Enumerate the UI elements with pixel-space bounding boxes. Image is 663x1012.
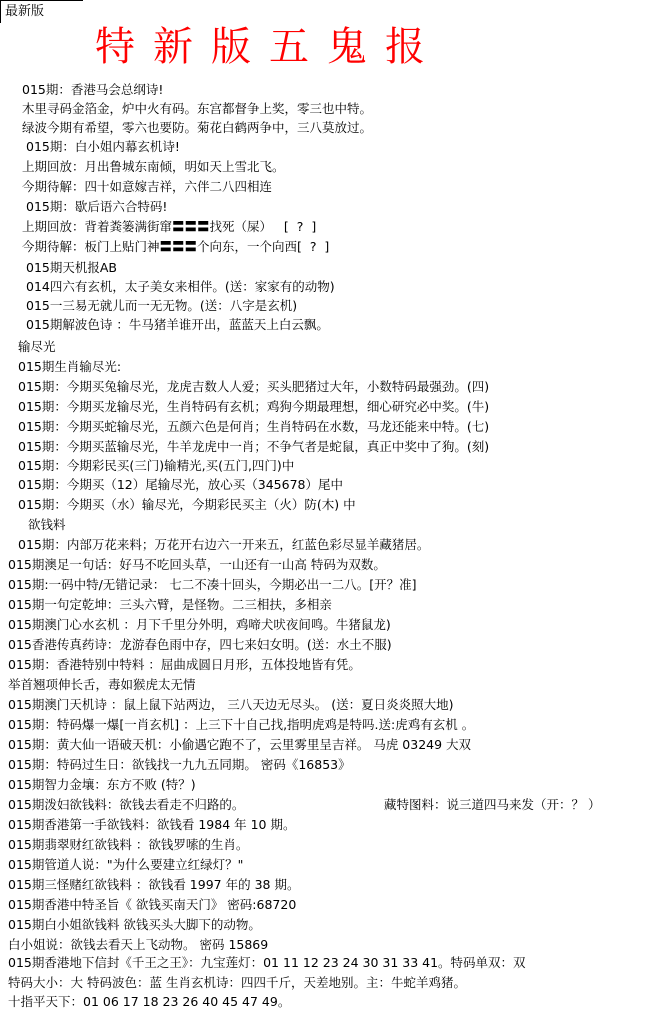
text-line: 015期：香港马会总纲诗! [22, 82, 164, 97]
side-note: 藏特图料：说三道四马来发（开：？ ） [384, 797, 601, 812]
text-line: 白小姐说：欲钱去看天上飞动物。 密码 15869 [8, 937, 269, 952]
text-line: 上期回放：背着粪篓满街窜〓〓〓找死（屎） [ ? ] [22, 219, 317, 234]
section-heading: 欲钱料 [28, 517, 66, 532]
text-line: 015期白小姐欲钱料 欲钱买头大脚下的动物。 [8, 917, 261, 932]
text-line: 今期待解：四十如意嫁吉祥，六伴二八四相连 [22, 179, 273, 194]
text-line: 015期:一码中特/无错记录： 七二不凑十回头，今期必出一二八。[开？准] [8, 577, 417, 592]
text-line: 014四六有玄机，太子美女来相伴。(送：家家有的动物) [26, 279, 335, 294]
text-line: 015期一句定乾坤：三头六臂，是怪物。二三相扶，多相亲 [8, 597, 332, 612]
text-line: 上期回放：月出鲁城东南倾，明如天上雪北飞。 [22, 159, 285, 174]
text-line: 015香港传真药诗：龙游春色雨中存，四七来妇女明。(送：水土不服) [8, 637, 392, 652]
text-line: 015期：黄大仙一语破天机：小偷遇它跑不了，云里雾里呈吉祥。 马虎 03249 大双 [8, 737, 472, 752]
text-line: 特码大小：大 特码波色：蓝 生肖玄机诗：四四千斤，天差地别。主：牛蛇羊鸡猪。 [8, 975, 466, 990]
text-line: 木里寻码金箔金，炉中火有码。东宫都督争上奖，零三也中特。 [22, 101, 373, 116]
text-line: 015期泼妇欲钱料：欲钱去看走不归路的。 [8, 797, 245, 812]
text-line: 015期香港地下信封《千王之王》：九宝莲灯：01 11 12 23 24 30 31 33 41。特码单双：双 [8, 955, 526, 970]
text-line: 015期澳门天机诗 ：鼠上鼠下站两边， 三八天边无尽头。 (送：夏日炎炎照大地) [8, 697, 454, 712]
text-line: 015期天机报AB [26, 260, 117, 275]
text-line: 举首翘项伸长舌，毒如猴虎太无情 [8, 677, 196, 692]
text-line: 015期：今期买龙输尽光，生肖特码有玄机；鸡狗今期最理想，细心研究必中奖。(牛) [18, 399, 490, 414]
text-line: 015期：白小姐内幕玄机诗! [26, 139, 180, 154]
text-line: 015期：今期买兔输尽光，龙虎吉数人人爱；买头肥猪过大年，小数特码最强劲。(四) [18, 379, 490, 394]
text-line: 015期：今期买（12）尾输尽光，放心买（345678）尾中 [18, 477, 343, 492]
text-line: 015期香港第一手欲钱料：欲钱看 1984 年 10 期。 [8, 817, 296, 832]
text-line: 015期澳足一句话：好马不吃回头草，一山还有一山高 特码为双数。 [8, 557, 386, 572]
text-line: 015一三易无就儿而一无无物。(送：八字是玄机) [26, 298, 298, 313]
text-line: 绿波今期有希望，零六也要防。菊花白鹤两争中，三八莫放过。 [22, 120, 373, 135]
text-line: 今期待解：板门上贴门神〓〓〓个向东，一个向西[ ? ] [22, 239, 330, 254]
text-line: 015期：特码爆一爆[一肖玄机] ：上三下十自己找,指明虎鸡是特吗.送:虎鸡有玄机 。 [8, 717, 475, 732]
text-line: 015期翡翠财红欲钱料 ：欲钱罗嗦的生肖。 [8, 837, 249, 852]
text-line: 015期生肖输尽光: [18, 359, 122, 374]
text-line: 015期：歇后语六合特码! [26, 199, 168, 214]
text-line: 015期：今期买蓝输尽光，牛羊龙虎中一肖；不争气者是蛇鼠，真正中奖中了狗。(刻) [18, 439, 490, 454]
text-line: 015期：今期彩民买(三门)输精光,买(五门,四门)中 [18, 458, 295, 473]
text-line: 015期：今期买（水）输尽光，今期彩民买主（火）防(木) 中 [18, 497, 356, 512]
version-tab-label: 最新版 [5, 4, 45, 19]
version-tab[interactable] [0, 0, 83, 23]
text-line: 015期智力金壤：东方不败 (特？) [8, 777, 196, 792]
text-line: 015期：内部万花来料；万花开右边六一开来五，红蓝色彩尽显羊藏猪居。 [18, 537, 430, 552]
page-title: 特新版五鬼报 [95, 24, 443, 70]
text-line: 015期香港中特圣旨《 欲钱买南天门》 密码:68720 [8, 897, 297, 912]
text-line: 015期三怪赌红欲钱料 ：欲钱看 1997 年的 38 期。 [8, 877, 300, 892]
section-heading: 输尽光 [18, 339, 56, 354]
text-line: 015期：香港特别中特料 ：屈曲成圆日月形，五体投地皆有凭。 [8, 657, 361, 672]
text-line: 015期：特码过生日：欲钱找一九九五同期。 密码《16853》 [8, 757, 351, 772]
text-line: 015期：今期买蛇输尽光，五颜六色是何肖；生肖特码在水数，马龙还能来中特。(七) [18, 419, 490, 434]
text-line: 015期管道人说："为什么要建立红绿灯？" [8, 857, 244, 872]
text-line: 十指平天下：01 06 17 18 23 26 40 45 47 49。 [8, 994, 291, 1009]
text-line: 015期解波色诗 ：牛马猪羊谁开出，蓝蓝天上白云飘。 [26, 317, 329, 332]
text-line: 015期澳门心水玄机 ：月下千里分外明，鸡啼犬吠夜间鸣。牛猪鼠龙) [8, 617, 391, 632]
